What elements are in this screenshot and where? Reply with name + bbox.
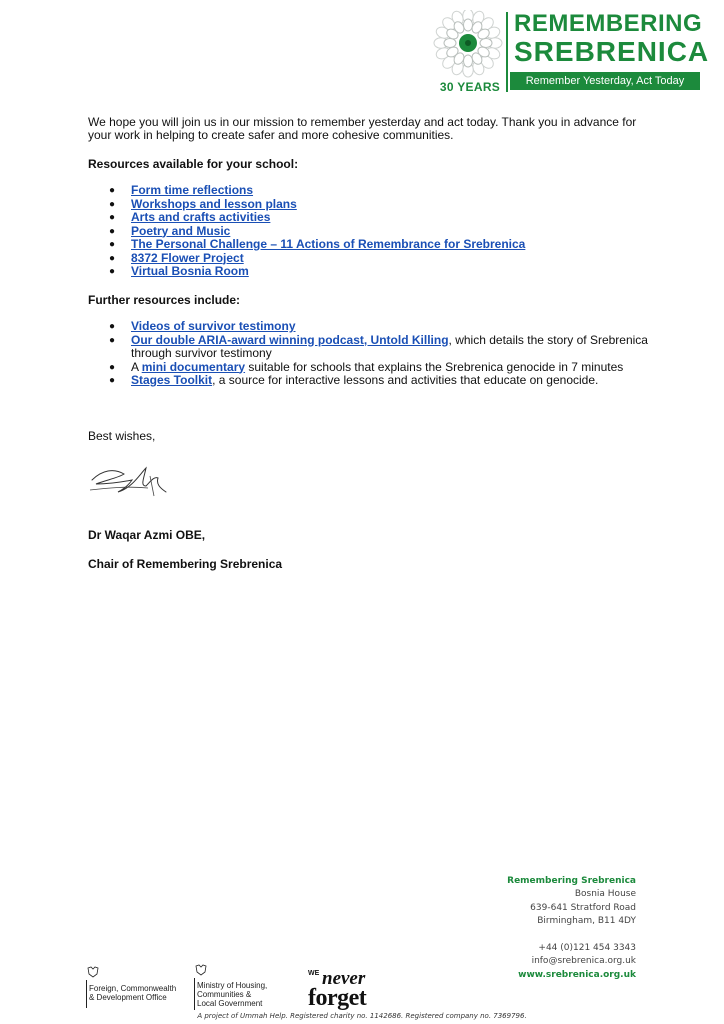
registration-note: A project of Ummah Help. Registered charity no. 1142686. Registered company no. 7369796. <box>197 1012 527 1020</box>
bullet-icon: ● <box>109 212 116 223</box>
flower-petal <box>464 55 473 67</box>
resource-link[interactable]: Virtual Bosnia Room <box>131 264 249 278</box>
list-item <box>88 225 688 239</box>
logo-rule <box>86 980 87 1008</box>
website-link[interactable]: www.srebrenica.org.uk <box>518 969 636 980</box>
resource-link[interactable]: The Personal Challenge – 11 Actions of Remembrance for Srebrenica <box>131 237 526 251</box>
logo-tagline: Remember Yesterday, Act Today <box>510 72 700 90</box>
resource-link[interactable]: Form time reflections <box>131 183 254 197</box>
never-forget-logo <box>306 968 386 1014</box>
logo-wordmark-line1: REMEMBERING <box>514 10 703 37</box>
bullet-icon: ● <box>109 334 116 346</box>
remembering-srebrenica-logo <box>430 8 710 94</box>
royal-crest-icon <box>86 966 100 978</box>
resource-link[interactable]: Poetry and Music <box>131 223 231 238</box>
flower-petal <box>444 39 456 48</box>
bullet-icon: ● <box>109 185 116 196</box>
signer-title: Chair of Remembering Srebrenica <box>88 557 283 571</box>
email[interactable]: info@srebrenica.org.uk <box>531 956 636 967</box>
bullet-icon: ● <box>109 361 116 373</box>
list-item <box>88 211 688 225</box>
flower-petal <box>480 39 492 48</box>
resource-link[interactable]: Stages Toolkit <box>131 373 213 387</box>
fcdo-name-line: & Development Office <box>89 993 167 1002</box>
resource-link[interactable]: mini documentary <box>141 359 246 374</box>
mhclg-name-line: Communities & <box>197 990 252 999</box>
signature <box>88 462 170 502</box>
list-item <box>88 320 688 334</box>
resource-link[interactable]: Videos of survivor testimony <box>131 319 296 333</box>
mhclg-name-line: Local Government <box>197 999 263 1008</box>
list-item <box>88 334 688 361</box>
signer-name: Dr Waqar Azmi OBE, <box>88 528 206 542</box>
logo-divider <box>506 12 508 92</box>
list-item <box>88 238 688 252</box>
royal-crest-icon <box>194 964 208 976</box>
item-prefix: A <box>131 359 142 374</box>
resource-link[interactable]: 8372 Flower Project <box>131 250 244 265</box>
list-item <box>88 198 688 212</box>
further-resources-heading: Further resources include: <box>88 293 241 307</box>
mhclg-name-line: Ministry of Housing, <box>197 981 268 990</box>
closing: Best wishes, <box>88 429 156 443</box>
logo-rule <box>194 978 195 1010</box>
bullet-icon: ● <box>109 239 116 250</box>
intro-paragraph: We hope you will join us in our mission to remember yesterday and act today. Thank you in advance for your work in helping to create safer and more cohesive communities. <box>88 115 637 142</box>
further-resources-list <box>88 320 688 388</box>
bullet-icon: ● <box>109 266 116 277</box>
logo-wordmark-line2: SREBRENICA <box>514 36 710 67</box>
list-item <box>88 252 688 266</box>
list-item <box>88 374 688 388</box>
never-forget-we: WE <box>308 970 320 977</box>
item-description: suitable for schools that explains the Srebrenica genocide in 7 minutes <box>245 359 624 374</box>
bullet-icon: ● <box>109 252 116 264</box>
phone: +44 (0)121 454 3343 <box>538 943 636 954</box>
resource-link[interactable]: Arts and crafts activities <box>131 210 271 224</box>
srebrenica-flower-icon <box>432 10 504 78</box>
fcdo-logo <box>86 966 186 1012</box>
never-forget-forget: forget <box>308 985 367 1011</box>
anniversary-label: 30 YEARS <box>439 80 501 94</box>
resource-link[interactable]: Our double ARIA-award winning podcast, Untold Killing <box>131 332 449 347</box>
flower-petal <box>464 19 473 31</box>
address-line: 639-641 Stratford Road <box>530 902 636 913</box>
list-item <box>88 265 688 279</box>
mhclg-logo <box>194 964 294 1012</box>
fcdo-name-line: Foreign, Commonwealth <box>89 984 177 993</box>
resources-list <box>88 184 688 279</box>
item-description: , a source for interactive lessons and activities that educate on genocide. <box>212 373 599 387</box>
bullet-icon: ● <box>109 375 116 386</box>
bullet-icon: ● <box>109 198 116 210</box>
address-block <box>507 875 636 982</box>
bullet-icon: ● <box>109 225 116 237</box>
resource-link[interactable]: Workshops and lesson plans <box>131 196 297 211</box>
address-line: Birmingham, B11 4DY <box>537 915 636 926</box>
item-description: , which details the story of Srebrenica through survivor testimony <box>131 332 648 360</box>
list-item <box>88 361 688 375</box>
address-org: Remembering Srebrenica <box>507 876 636 886</box>
resources-heading: Resources available for your school: <box>88 157 299 171</box>
address-line: Bosnia House <box>574 889 636 900</box>
never-forget-never: never <box>322 968 366 989</box>
list-item <box>88 184 688 198</box>
bullet-icon: ● <box>109 321 116 332</box>
spacer <box>507 928 636 942</box>
